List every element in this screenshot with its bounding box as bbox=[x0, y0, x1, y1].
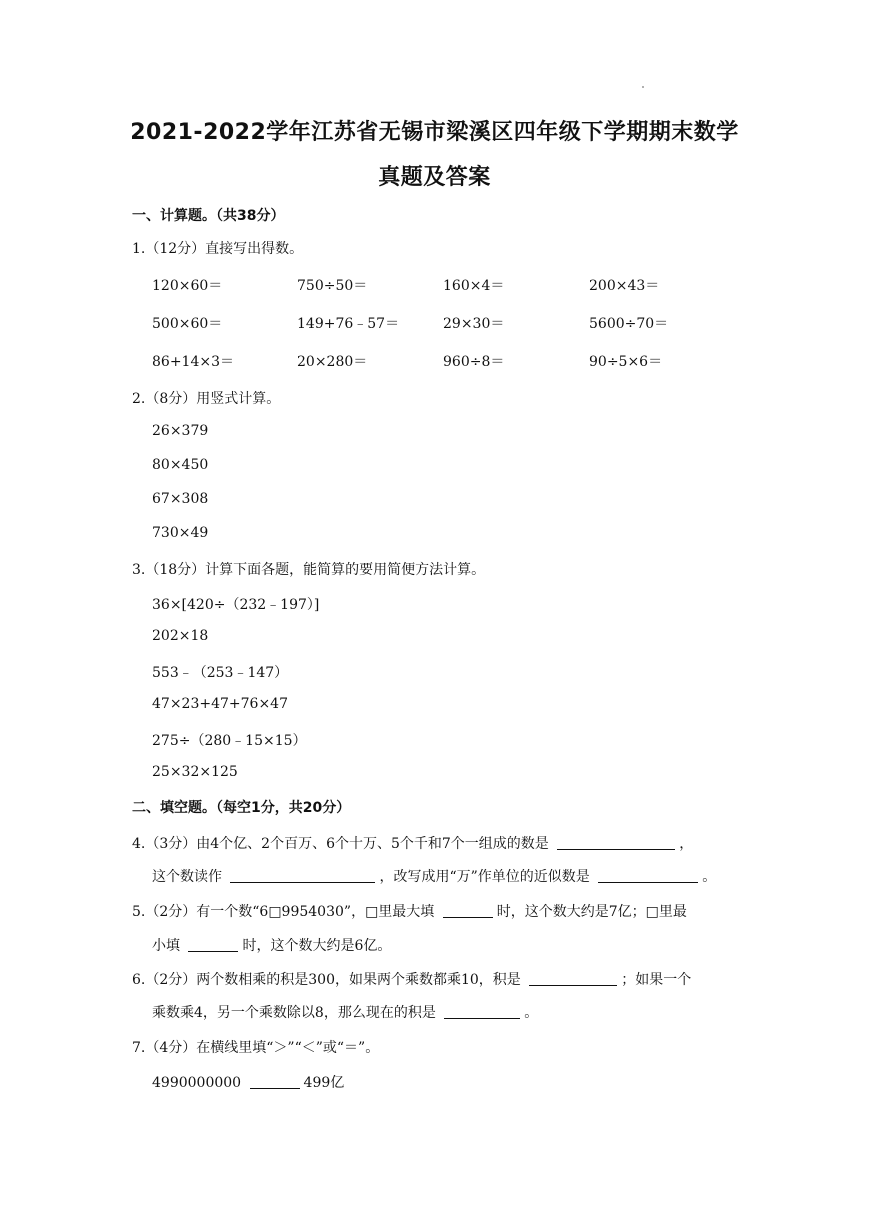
q5-text: 时，这个数大约是7亿；□里最 bbox=[496, 904, 687, 920]
q2-stem: 2.（8分）用竖式计算。 bbox=[132, 391, 281, 407]
q1-cell: 90÷5×6＝ bbox=[589, 354, 663, 370]
q1-cell: 500×60＝ bbox=[152, 316, 223, 332]
q3-item: 275÷（280﹣15×15） bbox=[152, 733, 307, 749]
section-1-heading: 一、计算题。（共38分） bbox=[132, 208, 285, 224]
answer-blank[interactable] bbox=[443, 903, 493, 918]
title-line-2: 真题及答案 bbox=[378, 165, 491, 190]
q5-text: 5.（2分）有一个数“6□9954030”，□里最大填 bbox=[132, 904, 435, 920]
q1-cell: 160×4＝ bbox=[443, 278, 505, 294]
q4-text: 4.（3分）由4个亿、2个百万、6个十万、5个千和7个一组成的数是 bbox=[132, 836, 549, 852]
q6-text: 。 bbox=[524, 1005, 539, 1021]
answer-blank[interactable] bbox=[557, 835, 675, 850]
q6-line-2 bbox=[152, 1002, 538, 1022]
q1-cell: 86+14×3＝ bbox=[152, 354, 234, 370]
q4-line-1 bbox=[132, 833, 693, 853]
q3-item: 202×18 bbox=[152, 628, 209, 644]
q2-item: 67×308 bbox=[152, 491, 209, 507]
q2-item: 730×49 bbox=[152, 525, 209, 541]
q5-text: 时，这个数大约是6亿。 bbox=[242, 938, 392, 954]
q5-line-2 bbox=[152, 935, 391, 955]
answer-blank[interactable] bbox=[250, 1074, 300, 1089]
q3-item: 36×[420÷（232﹣197）] bbox=[152, 597, 320, 613]
title-line-1: 2021-2022学年江苏省无锡市梁溪区四年级下学期期末数学 bbox=[130, 120, 739, 145]
q3-item: 25×32×125 bbox=[152, 764, 238, 780]
q4-text: 这个数读作 bbox=[152, 869, 222, 885]
q3-stem: 3.（18分）计算下面各题，能简算的要用简便方法计算。 bbox=[132, 562, 486, 578]
q3-item: 553﹣（253﹣147） bbox=[152, 665, 289, 681]
answer-blank[interactable] bbox=[529, 971, 617, 986]
answer-blank[interactable] bbox=[230, 868, 375, 883]
q6-text: 乘数乘4，另一个乘数除以8，那么现在的积是 bbox=[152, 1005, 436, 1021]
q5-line-1 bbox=[132, 901, 687, 921]
q1-cell: 200×43＝ bbox=[589, 278, 660, 294]
q4-line-2 bbox=[152, 866, 716, 886]
q7-right: 499亿 bbox=[303, 1075, 345, 1091]
q6-text: ；如果一个 bbox=[621, 972, 692, 988]
q2-item: 80×450 bbox=[152, 457, 209, 473]
answer-blank[interactable] bbox=[188, 937, 238, 952]
q1-cell: 120×60＝ bbox=[152, 278, 223, 294]
q1-cell: 750÷50＝ bbox=[297, 278, 368, 294]
q1-stem: 1.（12分）直接写出得数。 bbox=[132, 241, 304, 257]
q1-cell: 149+76﹣57＝ bbox=[297, 316, 400, 332]
answer-blank[interactable] bbox=[598, 868, 698, 883]
answer-blank[interactable] bbox=[444, 1004, 520, 1019]
section-2-heading: 二、填空题。（每空1分，共20分） bbox=[132, 800, 351, 816]
q1-cell: 29×30＝ bbox=[443, 316, 505, 332]
q3-item: 47×23+47+76×47 bbox=[152, 696, 288, 712]
q6-line-1 bbox=[132, 969, 691, 989]
q1-cell: 20×280＝ bbox=[297, 354, 368, 370]
q1-cell: 5600÷70＝ bbox=[589, 316, 669, 332]
q7-left: 4990000000 bbox=[152, 1075, 242, 1091]
q4-text: ，改写成用“万”作单位的近似数是 bbox=[379, 869, 590, 885]
q7-stem: 7.（4分）在横线里填“＞”“＜”或“＝”。 bbox=[132, 1040, 380, 1056]
q5-text: 小填 bbox=[152, 938, 180, 954]
q7-item bbox=[152, 1072, 344, 1092]
q1-cell: 960÷8＝ bbox=[443, 354, 505, 370]
q2-item: 26×379 bbox=[152, 423, 209, 439]
q4-text: ， bbox=[679, 836, 694, 852]
q4-text: 。 bbox=[702, 869, 717, 885]
page-dot bbox=[642, 86, 644, 88]
q6-text: 6.（2分）两个数相乘的积是300，如果两个乘数都乘10，积是 bbox=[132, 972, 521, 988]
